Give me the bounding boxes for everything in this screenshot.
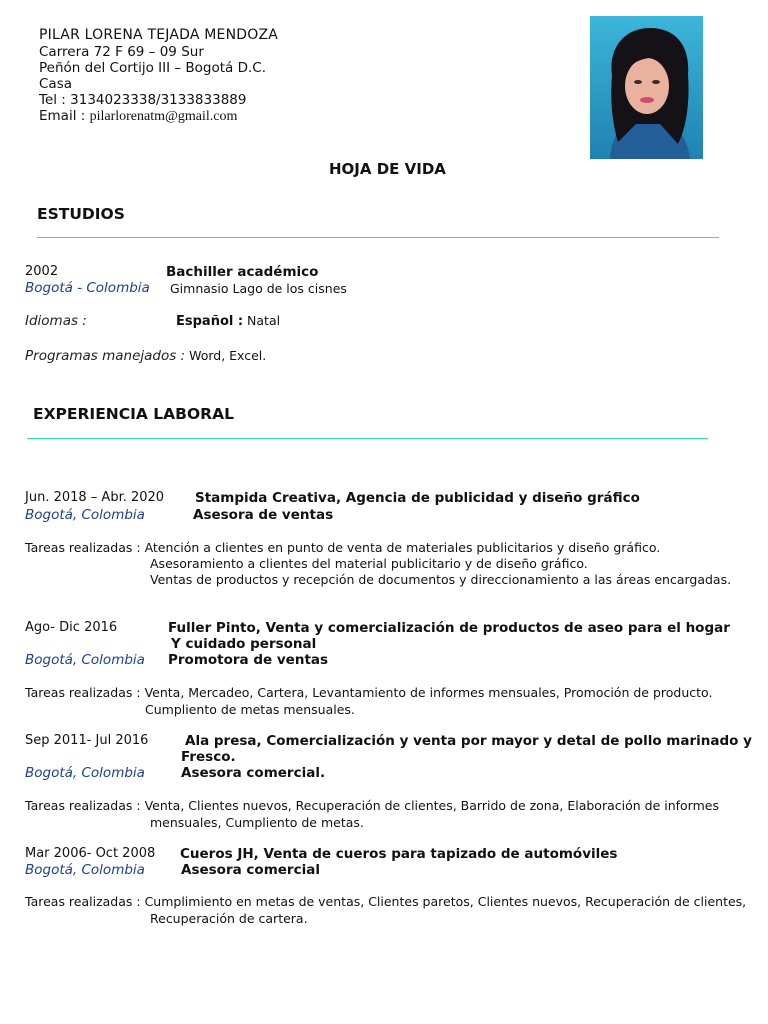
job-dates: Jun. 2018 – Abr. 2020	[25, 490, 165, 505]
job-location: Bogotá, Colombia	[25, 862, 145, 878]
estudios-degree: Bachiller académico	[166, 264, 319, 280]
job-company: Stampida Creativa, Agencia de publicidad y diseño gráfico	[195, 490, 640, 506]
job-location: Bogotá, Colombia	[25, 507, 145, 523]
experiencia-heading: EXPERIENCIA LABORAL	[33, 405, 234, 423]
job-task: Asesoramiento a clientes del material publicitario y de diseño gráfico.	[150, 556, 588, 571]
experiencia-divider	[27, 438, 708, 439]
profile-photo	[590, 16, 703, 159]
estudios-school: Gimnasio Lago de los cisnes	[170, 281, 347, 296]
job-task: mensuales, Cumpliento de metas.	[150, 815, 364, 830]
job-company-cont: Y cuidado personal	[171, 636, 317, 652]
address-line-2: Peñón del Cortijo III – Bogotá D.C.	[39, 60, 267, 76]
idiomas-label: Idiomas :	[25, 313, 87, 329]
email-line	[39, 108, 237, 125]
candidate-name: PILAR LORENA TEJADA MENDOZA	[39, 27, 279, 43]
job-role: Asesora comercial	[181, 862, 320, 878]
job-company: Fuller Pinto, Venta y comercialización de productos de aseo para el hogar	[168, 620, 730, 636]
job-location: Bogotá, Colombia	[25, 652, 145, 668]
job-dates: Ago- Dic 2016	[25, 620, 118, 635]
job-dates: Mar 2006- Oct 2008	[25, 846, 156, 861]
job-company-cont: Fresco.	[181, 749, 236, 765]
idioma-level: Natal	[243, 313, 281, 328]
phone-line: Tel : 3134023338/3133833889	[39, 92, 247, 108]
job-task: Tareas realizadas : Cumplimiento en metas de ventas, Clientes paretos, Clientes nuevos, Recuperación de clientes,	[25, 894, 747, 909]
job-task: Cumpliento de metas mensuales.	[145, 702, 355, 717]
job-task: Ventas de productos y recepción de documentos y direccionamiento a las áreas encargadas.	[150, 572, 732, 587]
job-role: Asesora de ventas	[193, 507, 334, 523]
idioma-entry	[176, 313, 280, 329]
estudios-heading: ESTUDIOS	[37, 205, 125, 223]
job-task: Tareas realizadas : Venta, Mercadeo, Cartera, Levantamiento de informes mensuales, Promoción de producto.	[25, 685, 713, 700]
estudios-year: 2002	[25, 264, 59, 279]
job-company: Ala presa, Comercialización y venta por mayor y detal de pollo marinado y	[185, 733, 752, 749]
programas-line	[25, 345, 266, 364]
job-task: Tareas realizadas : Venta, Clientes nuevos, Recuperación de clientes, Barrido de zona, Elaboración de informes	[25, 798, 719, 813]
profile-photo-image	[590, 16, 703, 159]
programas-value: Word, Excel.	[185, 348, 267, 363]
address-line-1: Carrera 72 F 69 – 09 Sur	[39, 44, 204, 60]
job-task: Recuperación de cartera.	[150, 911, 308, 926]
estudios-location: Bogotá - Colombia	[25, 280, 150, 296]
estudios-divider	[37, 237, 719, 238]
email-value[interactable]: pilarlorenatm@gmail.com	[89, 109, 238, 124]
address-line-3: Casa	[39, 76, 73, 92]
idioma-name: Español :	[176, 314, 244, 329]
job-company: Cueros JH, Venta de cueros para tapizado de automóviles	[180, 846, 618, 862]
job-role: Asesora comercial.	[181, 765, 326, 781]
programas-label: Programas manejados :	[25, 348, 186, 364]
job-dates: Sep 2011- Jul 2016	[25, 733, 149, 748]
job-task: Tareas realizadas : Atención a clientes en punto de venta de materiales publicitarios y diseño gráfico.	[25, 540, 661, 555]
email-label: Email :	[39, 108, 90, 124]
job-location: Bogotá, Colombia	[25, 765, 145, 781]
page-title: HOJA DE VIDA	[329, 160, 446, 178]
job-role: Promotora de ventas	[168, 652, 329, 668]
